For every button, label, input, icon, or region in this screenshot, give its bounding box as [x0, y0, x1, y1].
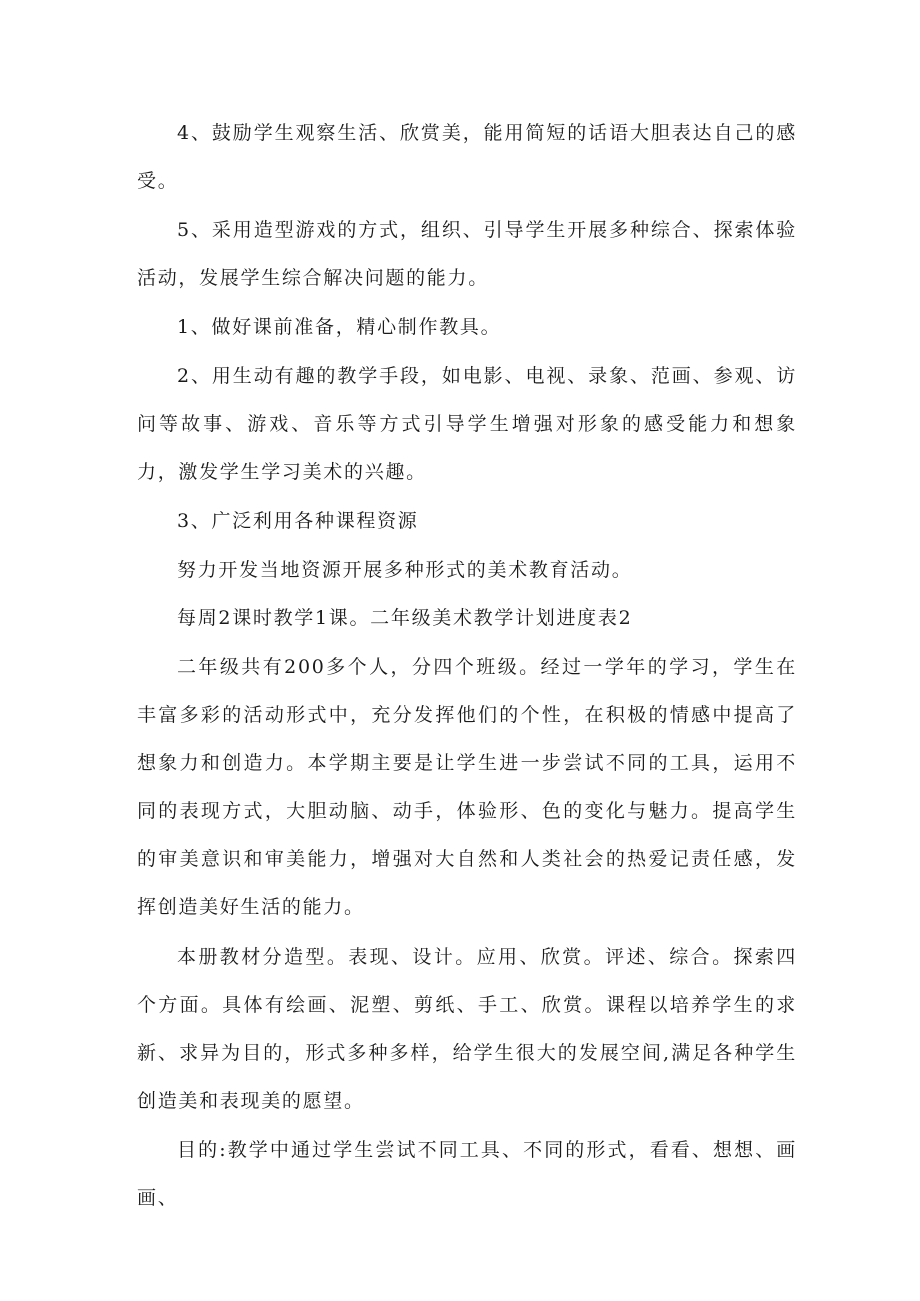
paragraph-item-4-encourage-observation: 4、鼓励学生观察生活、欣赏美，能用简短的话语大胆表达自己的感受。 [137, 122, 797, 192]
paragraph-measure-1-preparation: 1、做好课前准备，精心制作教具。 [177, 316, 502, 338]
paragraph-measure-3-resources: 3、广泛利用各种课程资源 [177, 510, 419, 532]
paragraph-measure-2-teaching-methods: 2、用生动有趣的教学手段，如电影、电视、录象、范画、参观、访问等故事、游戏、音乐等方式引导学生增强对形象的感受能力和想象力，激发学生学习美术的兴趣。 [137, 365, 797, 483]
paragraph-student-analysis: 二年级共有200多个人，分四个班级。经过一学年的学习，学生在丰富多彩的活动形式中，充分发挥他们的个性，在积极的情感中提高了想象力和创造力。本学期主要是让学生进一步尝试不同的工具，运用不同的表现方式，大胆动脑、动手，体验形、色的变化与魅力。提高学生的审美意识和审美能力，增强对大自然和人类社会的热爱记责任感，发挥创造美好生活的能力。 [137, 656, 797, 918]
paragraph-textbook-analysis: 本册教材分造型。表现、设计。应用、欣赏。评述、综合。探索四个方面。具体有绘画、泥塑、剪纸、手工、欣赏。课程以培养学生的求新、求异为目的，形式多种多样，给学生很大的发展空间,满足各种学生创造美和表现美的愿望。 [137, 946, 797, 1112]
paragraph-item-5-modeling-games: 5、采用造型游戏的方式，组织、引导学生开展多种综合、探索体验活动，发展学生综合解决问题的能力。 [137, 219, 797, 289]
paragraph-goals: 目的:教学中通过学生尝试不同工具、不同的形式，看看、想想、画画、 [137, 1139, 797, 1209]
paragraph-weekly-schedule-heading: 每周2课时教学1课。二年级美术教学计划进度表2 [177, 607, 633, 629]
paragraph-local-resources: 努力开发当地资源开展多种形式的美术教育活动。 [177, 559, 633, 581]
